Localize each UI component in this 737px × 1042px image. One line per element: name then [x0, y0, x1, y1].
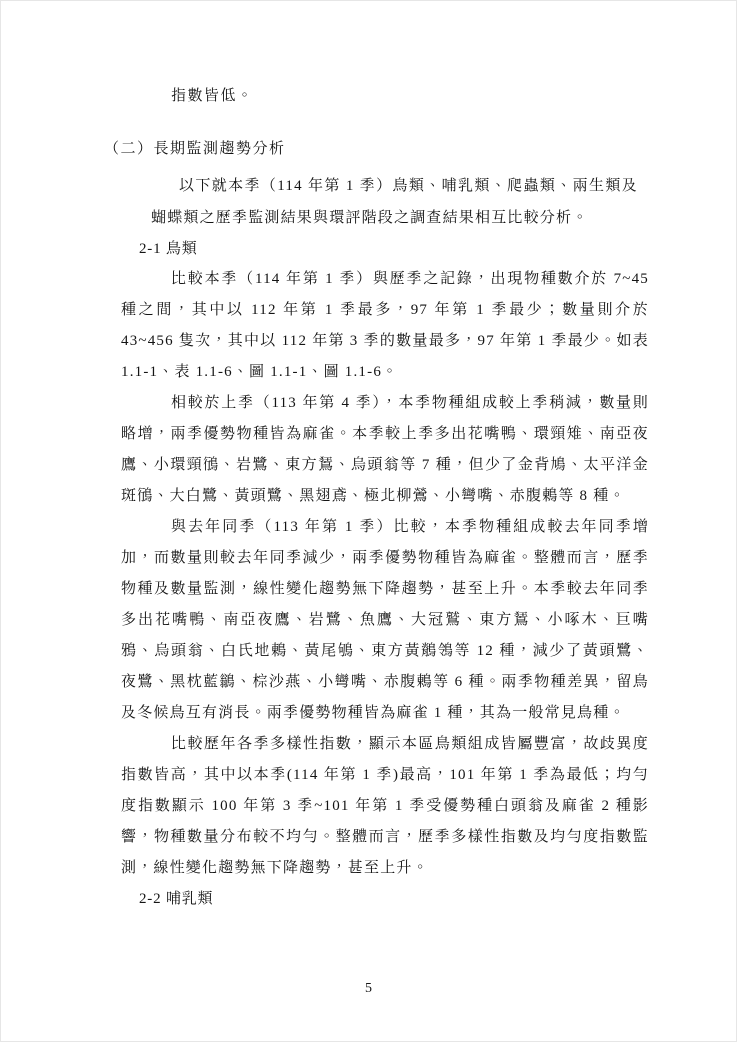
- text-flow: [1, 81, 736, 914]
- subsection-heading-2-2-mammals: 2-2 哺乳類: [139, 891, 214, 907]
- birds-paragraph-diversity-index: 比較歷年各季多樣性指數，顯示本區鳥類組成皆屬豐富，故歧異度指數皆高，其中以本季(114 年第 1 季)最高，101 年第 1 季為最低；均勻度指數顯示 100 年第 3 季~101 年第 1 季受優勢種白頭翁及麻雀 2 種影響，物種數量分布較不均勻。整體而言，歷季多樣性指數及均勻度指數監測，線性變化趨勢無下降趨勢，甚至上升。: [121, 736, 649, 876]
- section-intro-paragraph: 以下就本季（114 年第 1 季）鳥類、哺乳類、爬蟲類、兩生類及蝴蝶類之歷季監測結果與環評階段之調查結果相互比較分析。: [151, 178, 638, 226]
- birds-paragraph-vs-same-quarter-last-year: 與去年同季（113 年第 1 季）比較，本季物種組成較去年同季增加，而數量則較去年同季減少，兩季優勢物種皆為麻雀。整體而言，歷季物種及數量監測，線性變化趨勢無下降趨勢，甚至上升。本季較去年同季多出花嘴鴨、南亞夜鷹、岩鷺、魚鷹、大冠鷲、東方鵟、小啄木、巨嘴鴉、烏頭翁、白氏地鶇、黃尾鴝、東方黃鶺鴒等 12 種，減少了黃頭鷺、夜鷺、黑枕藍鶲、棕沙燕、小彎嘴、赤腹鶇等 6 種。兩季物種差異，留鳥及冬候鳥互有消長。兩季優勢物種皆為麻雀 1 種，其為一般常見鳥種。: [121, 519, 649, 721]
- birds-paragraph-historical-record: 比較本季（114 年第 1 季）與歷季之記錄，出現物種數介於 7~45 種之間，其中以 112 年第 1 季最多，97 年第 1 季最少；數量則介於 43~456 隻次，其中以 112 年第 3 季的數量最多，97 年第 1 季最少。如表 1.1-1、表 1.1-6、圖 1.1-1、圖 1.1-6。: [121, 271, 649, 380]
- section-heading-long-term-trend: （二）長期監測趨勢分析: [104, 141, 286, 157]
- birds-paragraph-vs-last-quarter: 相較於上季（113 年第 4 季），本季物種組成較上季稍減，數量則略增，兩季優勢物種皆為麻雀。本季較上季多出花嘴鴨、環頸雉、南亞夜鷹、小環頸鴴、岩鷺、東方鵟、烏頭翁等 7 種，但少了金背鳩、太平洋金斑鴴、大白鷺、黃頭鷺、黑翅鳶、極北柳鶯、小彎嘴、赤腹鶇等 8 種。: [121, 395, 649, 504]
- paragraph-continuation-line: 指數皆低。: [171, 88, 254, 104]
- page-number: 5: [365, 981, 372, 996]
- subsection-heading-2-1-birds: 2-1 鳥類: [139, 241, 198, 257]
